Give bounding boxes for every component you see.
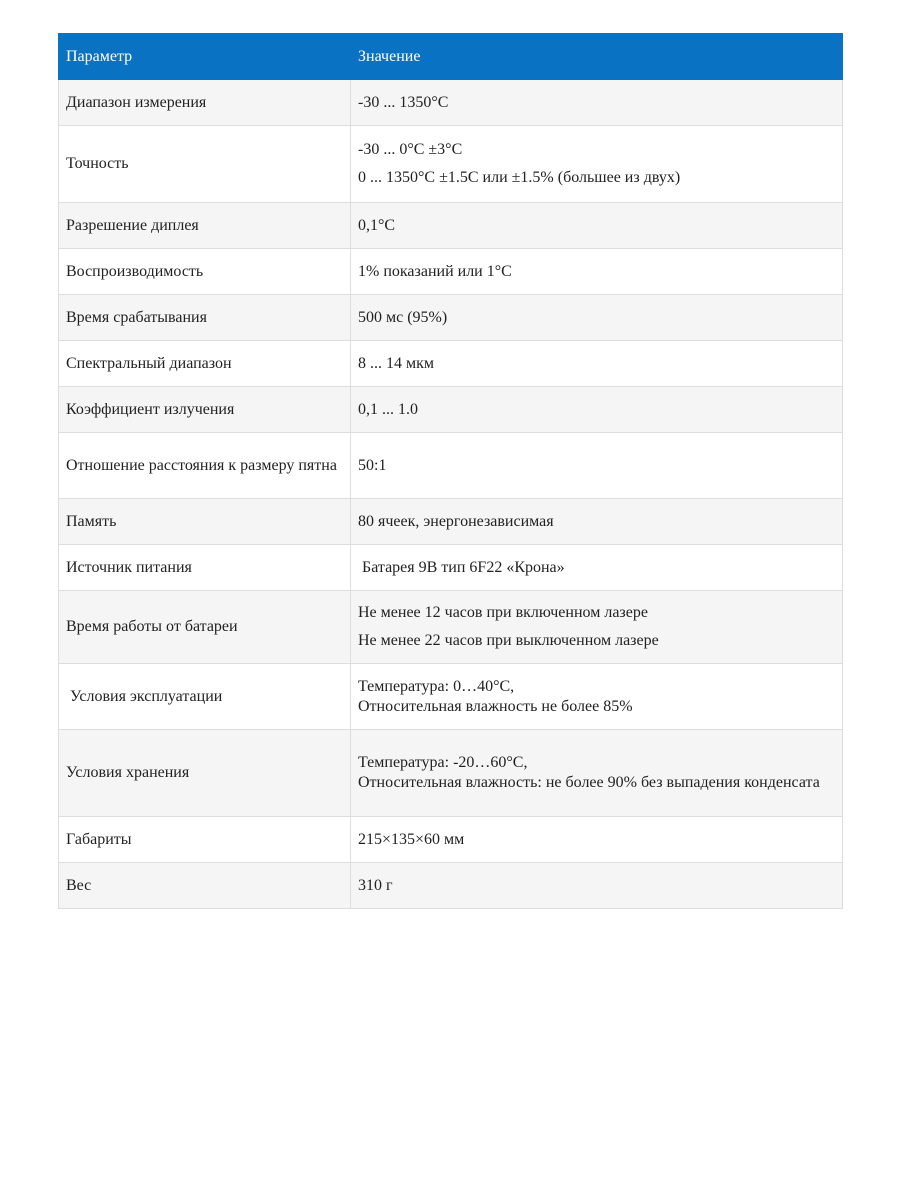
table-row: [59, 80, 843, 126]
value-line: 50:1: [358, 456, 387, 474]
value-line: Температура: 0…40°C,: [358, 677, 515, 695]
value-line: 1% показаний или 1°C: [358, 262, 512, 280]
table-row: [59, 591, 843, 664]
value-line: Батарея 9В тип 6F22 «Крона»: [358, 558, 565, 576]
param-cell: Условия эксплуатации: [59, 664, 351, 730]
table-row: [59, 545, 843, 591]
value-cell: [351, 80, 843, 126]
value-cell: [351, 545, 843, 591]
value-line: Температура: -20…60°C,: [358, 754, 528, 771]
param-cell: Источник питания: [59, 545, 351, 591]
value-cell: [351, 433, 843, 499]
table-row: [59, 126, 843, 203]
table-row: [59, 295, 843, 341]
value-line: Относительная влажность: не более 90% без выпадения конденсата: [358, 774, 820, 791]
value-line: 0 ... 1350°C ±1.5C или ±1.5% (большее из двух): [358, 169, 681, 186]
value-cell: [351, 591, 843, 664]
header-value: Значение: [351, 34, 843, 80]
param-cell: Время работы от батареи: [59, 591, 351, 664]
value-line: Не менее 22 часов при выключенном лазере: [358, 632, 659, 649]
value-cell: [351, 863, 843, 909]
table-row: [59, 387, 843, 433]
value-cell: [351, 664, 843, 730]
value-cell: [351, 249, 843, 295]
param-cell: Память: [59, 499, 351, 545]
value-cell: [351, 730, 843, 817]
value-line: 80 ячеек, энергонезависимая: [358, 512, 554, 530]
value-cell: [351, 341, 843, 387]
table-row: [59, 664, 843, 730]
value-line: Относительная влажность не более 85%: [358, 697, 633, 715]
value-line: -30 ... 0°C ±3°C: [358, 141, 463, 158]
param-cell: Отношение расстояния к размеру пятна: [59, 433, 351, 499]
param-cell: Точность: [59, 126, 351, 203]
table-row: [59, 863, 843, 909]
value-line: Не менее 12 часов при включенном лазере: [358, 604, 648, 621]
value-cell: [351, 126, 843, 203]
param-cell: Разрешение диплея: [59, 203, 351, 249]
table-row: [59, 249, 843, 295]
value-line: 500 мс (95%): [358, 308, 448, 326]
table-row: [59, 203, 843, 249]
param-cell: Габариты: [59, 817, 351, 863]
table-header-row: [59, 34, 843, 80]
param-cell: Время срабатывания: [59, 295, 351, 341]
value-cell: [351, 499, 843, 545]
param-cell: Диапазон измерения: [59, 80, 351, 126]
param-cell: Условия хранения: [59, 730, 351, 817]
value-line: 310 г: [358, 876, 393, 894]
value-cell: [351, 203, 843, 249]
value-cell: [351, 387, 843, 433]
table-row: [59, 730, 843, 817]
value-line: 8 ... 14 мкм: [358, 354, 435, 372]
table-row: [59, 817, 843, 863]
value-line: -30 ... 1350°C: [358, 93, 449, 111]
param-cell: Вес: [59, 863, 351, 909]
spec-table: [58, 33, 843, 909]
param-cell: Воспроизводимость: [59, 249, 351, 295]
value-line: 0,1°C: [358, 216, 396, 234]
value-cell: [351, 817, 843, 863]
param-cell: Коэффициент излучения: [59, 387, 351, 433]
header-param: Параметр: [59, 34, 351, 80]
param-cell: Спектральный диапазон: [59, 341, 351, 387]
table-row: [59, 433, 843, 499]
value-line: 215×135×60 мм: [358, 830, 465, 848]
table-row: [59, 341, 843, 387]
value-cell: [351, 295, 843, 341]
table-row: [59, 499, 843, 545]
value-line: 0,1 ... 1.0: [358, 400, 418, 418]
